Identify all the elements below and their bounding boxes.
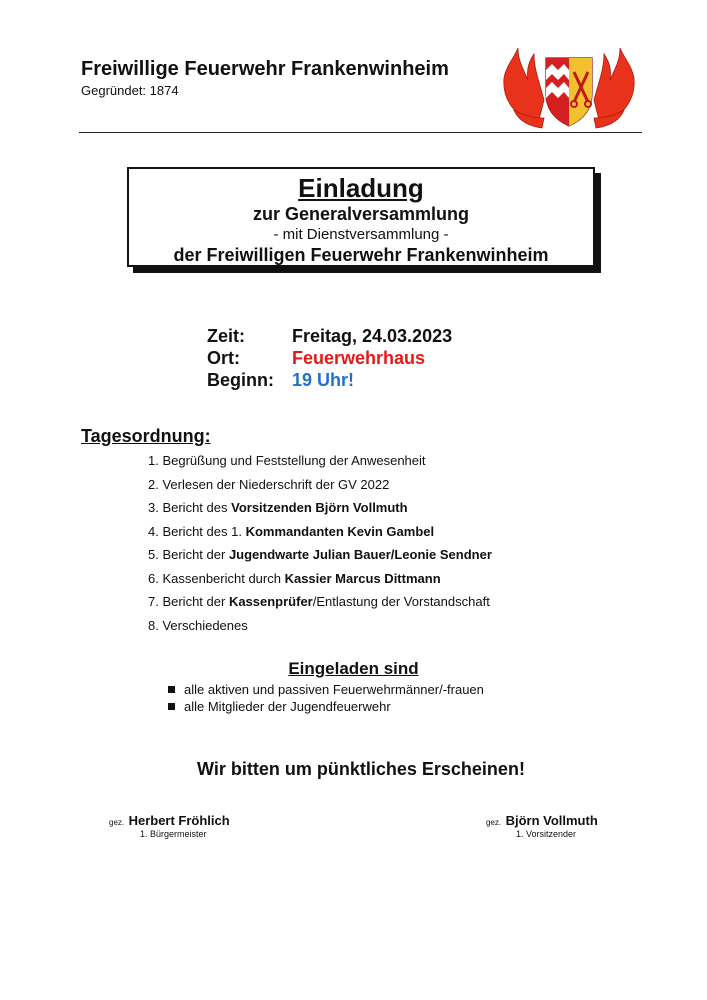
agenda-item-person: Jugendwarte Julian Bauer/Leonie Sendner <box>228 547 492 562</box>
agenda-item-text-suffix: /Entlastung der Vorstandschaft <box>312 594 490 609</box>
agenda-item <box>148 546 492 570</box>
start-label: Beginn: <box>207 370 274 390</box>
agenda-heading: Tagesordnung: <box>81 426 211 446</box>
invited-list <box>168 681 484 715</box>
agenda-item-text: 7. Bericht der <box>148 594 229 609</box>
agenda-item-text: 8. Verschiedenes <box>148 617 248 633</box>
signature-left <box>109 812 230 830</box>
title-box <box>127 167 595 267</box>
agenda-item-person: Vorsitzenden Björn Vollmuth <box>231 500 408 515</box>
time-label: Zeit: <box>207 326 245 346</box>
signature-prefix: gez. <box>486 818 502 827</box>
agenda-item <box>148 499 492 523</box>
invitation-title: Einladung <box>298 173 424 203</box>
location-value: Feuerwehrhaus <box>292 348 426 368</box>
agenda-item-text: 3. Bericht des <box>148 500 232 515</box>
agenda-item <box>148 452 492 476</box>
square-bullet-icon <box>168 686 175 693</box>
time-value: Freitag, 24.03.2023 <box>292 326 453 346</box>
agenda-item-text: 6. Kassenbericht durch <box>148 570 285 586</box>
header-divider <box>79 132 642 133</box>
organization-name: Freiwillige Feuerwehr Frankenwinheim <box>81 58 449 80</box>
invited-item-text: alle aktiven und passiven Feuerwehrmänner/-frauen <box>184 682 484 697</box>
agenda-item <box>148 593 492 617</box>
agenda-item-text: 4. Bericht des 1. <box>148 523 246 539</box>
agenda-item <box>148 617 492 641</box>
agenda-item-text: 2. Verlesen der Niederschrift der GV 2022 <box>148 476 390 492</box>
signature-right <box>486 812 598 830</box>
signature-name: Herbert Fröhlich <box>128 813 230 828</box>
agenda-item-text: 5. Bericht der <box>148 547 229 562</box>
invited-heading: Eingeladen sind <box>288 659 419 678</box>
square-bullet-icon <box>168 703 175 710</box>
title-subline-assembly: zur Generalversammlung <box>252 204 470 224</box>
agenda-item-person: Kassier Marcus Dittmann <box>284 570 441 586</box>
agenda-item <box>148 476 492 500</box>
signature-name: Björn Vollmuth <box>505 813 598 828</box>
invited-item <box>168 681 484 698</box>
agenda-item-text: 1. Begrüßung und Feststellung der Anwesenheit <box>148 453 426 468</box>
founded-date: Gegründet: 1874 <box>81 83 179 98</box>
title-subline-service: - mit Dienstversammlung - <box>273 226 449 243</box>
location-label: Ort: <box>207 348 240 368</box>
closing-statement: Wir bitten um pünktliches Erscheinen! <box>197 759 525 779</box>
invited-item <box>168 698 484 715</box>
signature-role: 1. Bürgermeister <box>140 829 207 839</box>
agenda-item <box>148 523 492 547</box>
agenda-item-person: Kommandanten Kevin Gambel <box>245 523 435 539</box>
fire-brigade-logo <box>498 40 640 132</box>
start-value: 19 Uhr! <box>292 370 355 390</box>
agenda-item-person: Kassenprüfer <box>228 594 313 609</box>
signature-role: 1. Vorsitzender <box>516 829 577 839</box>
title-subline-organization: der Freiwilligen Feuerwehr Frankenwinheim <box>173 245 549 265</box>
signature-prefix: gez. <box>109 818 125 827</box>
agenda-list <box>148 452 492 640</box>
invited-item-text: alle Mitglieder der Jugendfeuerwehr <box>184 699 391 714</box>
agenda-item <box>148 570 492 594</box>
coat-of-arms-icon <box>546 58 592 126</box>
